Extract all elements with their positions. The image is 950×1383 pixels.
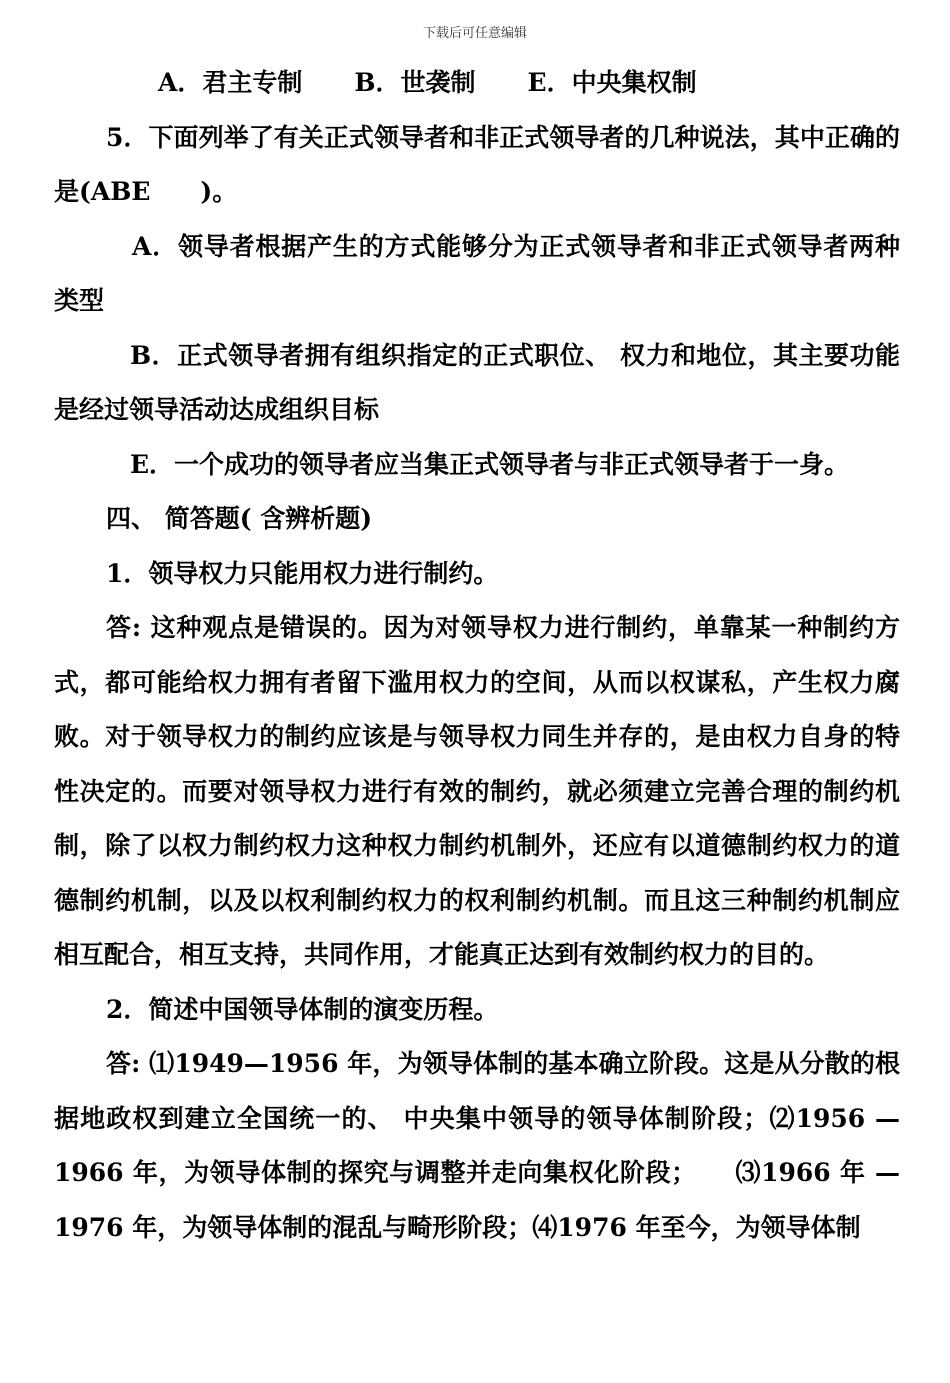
- question-5-option-b: B．正式领导者拥有组织指定的正式职位、 权力和地位，其主要功能是经过领导活动达成组织目标: [54, 340, 900, 424]
- short-answer-1-answer: 答: 这种观点是错误的。因为对领导权力进行制约，单靠某一种制约方式，都可能给权力拥有者留下滥用权力的空间，从而以权谋私，产生权力腐败。对于领导权力的制约应该是与领导权力同生并存的，是由权力自身的特性决定的。而要对领导权力进行有效的制约，就必须建立完善合理的制约机制，除了以权力制约权力这种权力制约机制外，还应有以道德制约权力的道德制约机制，以及以权利制约权力的权利制约机制。而且这三种制约机制应相互配合，相互支持，共同作用，才能真正达到有效制约权力的目的。: [54, 613, 900, 969]
- question-5-stem: 5．下面列举了有关正式领导者和非正式领导者的几种说法，其中正确的是(ABE )。: [54, 122, 900, 206]
- option-a: A．君主专制: [158, 68, 303, 97]
- short-answer-2-answer: 答: ⑴1949—1956 年，为领导体制的基本确立阶段。这是从分散的根据地政权到建立全国统一的、 中央集中领导的领导体制阶段；⑵1956 —1966 年，为领导体制的探究与调整并走向集权化阶段； ⑶1966 年 —1976 年，为领导体制的混乱与畸形阶段；⑷1976 年至今，为领导体制: [54, 1049, 900, 1242]
- short-answer-2-question: 2．简述中国领导体制的演变历程。: [106, 994, 499, 1024]
- document-body: [54, 56, 900, 1255]
- question-5-option-e: E．一个成功的领导者应当集正式领导者与非正式领导者于一身。: [130, 449, 850, 479]
- options-line: [54, 56, 900, 111]
- section-title: 四、 简答题( 含辨析题): [106, 504, 373, 533]
- option-e: E．中央集权制: [527, 68, 697, 97]
- option-b: B．世袭制: [354, 68, 476, 97]
- question-5-option-a: A．领导者根据产生的方式能够分为正式领导者和非正式领导者两种类型: [54, 231, 900, 315]
- short-answer-1-question: 1．领导权力只能用权力进行制约。: [106, 558, 499, 588]
- page-header: 下载后可任意编辑: [422, 26, 527, 41]
